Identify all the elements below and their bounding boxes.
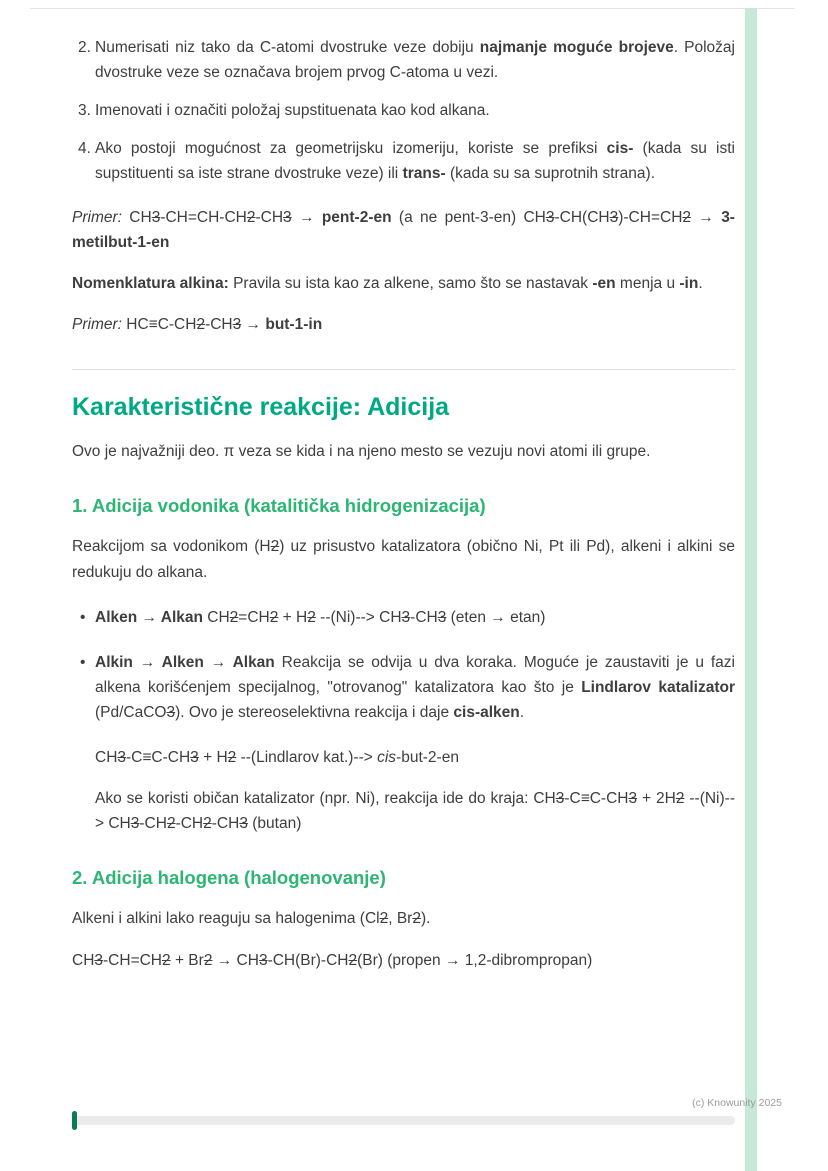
text-segment: (a ne pent-3-en) CH3-CH(CH3)-CH=CH2 →	[391, 208, 722, 226]
text-segment: but-1-in	[265, 315, 323, 333]
list-item-text	[95, 136, 735, 186]
list-item-text	[95, 35, 735, 85]
chem-subscript: 3	[437, 608, 447, 626]
text-segment: Ako postoji mogućnost za geometrijsku izomeriju, koriste se prefiksi	[95, 140, 607, 158]
bullet-icon: •	[80, 653, 86, 671]
text-segment: .	[698, 274, 703, 292]
text-segment: cis-	[606, 140, 634, 158]
text-segment: (kada su sa suprotnih strana).	[445, 165, 655, 183]
chem-subscript: 3	[545, 208, 555, 226]
chem-subscript: 2	[229, 608, 239, 626]
text-segment: Reakcijom sa vodonikom (H2) uz prisustvo katalizatora (obično Ni, Pt ili Pd), alkeni i alkini se redukuju do alkana.	[72, 538, 735, 581]
chem-subscript: 2	[166, 815, 176, 833]
chem-subscript: 3	[166, 703, 176, 721]
text-segment: (kada su isti supstituenti sa iste strane dvostruke veze) ili	[95, 140, 735, 183]
text-segment: CH3-CH=CH2 + Br2 → CH3-CH(Br)-CH2(Br) (propen → 1,2-dibrompropan)	[72, 951, 593, 969]
chem-subscript: 3	[283, 208, 292, 226]
text-segment: menja u	[615, 274, 680, 292]
text-segment: CH3-C≡C-CH3 + H2 --(Lindlarov kat.)-->	[95, 749, 378, 767]
text-segment: -en	[592, 274, 616, 292]
chem-subscript: 2	[412, 910, 421, 928]
chem-subscript: 2	[246, 208, 256, 226]
section-heading-adicija: Karakteristične reakcije: Adicija	[72, 392, 450, 421]
chem-subscript: 3	[609, 208, 619, 226]
para-obican-katalizator	[95, 786, 735, 836]
text-segment: Alkin → Alken → Alkan	[95, 653, 275, 671]
text-segment: Pravila su ista kao za alkene, samo što se nastavak	[228, 274, 593, 292]
chem-subscript: 3	[232, 315, 242, 333]
chem-subscript: 3	[190, 749, 199, 767]
chem-subscript: 2	[196, 315, 206, 333]
section-divider	[72, 369, 735, 370]
text-segment: HC≡C-CH2-CH3 →	[121, 315, 266, 333]
example-alkene-naming	[72, 205, 735, 255]
text-segment: Ovo je najvažniji deo. π veza se kida i na njeno mesto se vezuju novi atomi ili grupe.	[72, 443, 651, 461]
chem-subscript: 3	[94, 951, 104, 969]
bullet-list	[72, 605, 735, 725]
example-alkyne-naming	[72, 312, 735, 337]
list-number: 2.	[78, 39, 91, 56]
text-segment: (Pd/CaCO3). Ovo je stereoselektivna reakcija i daje	[95, 703, 454, 721]
subsection-heading-halogenovanje: 2. Adicija halogena (halogenovanje)	[72, 867, 386, 889]
progress-track[interactable]	[72, 1116, 735, 1125]
copyright-text: (c) Knowunity 2025	[692, 1097, 782, 1109]
right-accent-bar	[745, 8, 757, 1171]
chem-subscript: 2	[379, 910, 389, 928]
text-segment: Primer:	[72, 208, 122, 226]
bullet-item-text	[95, 605, 735, 630]
text-segment: cis	[377, 749, 397, 767]
chem-subscript: 2	[227, 749, 237, 767]
chem-subscript: 2	[203, 951, 213, 969]
text-segment: Lindlarov katalizator	[581, 678, 735, 696]
list-item-text	[95, 98, 735, 123]
text-segment: Primer:	[72, 315, 122, 333]
list-number: 3.	[78, 102, 91, 120]
numbered-list-item-4	[72, 136, 735, 186]
list-number: 4.	[78, 140, 91, 158]
numbered-list	[72, 35, 735, 187]
section-intro	[72, 439, 735, 464]
chem-subscript: 3	[130, 815, 140, 833]
text-segment: Alkeni i alkini lako reaguju sa halogenima (Cl2, Br2).	[72, 910, 431, 928]
equation-lindlar	[95, 745, 735, 770]
chem-subscript: 2	[162, 951, 171, 969]
text-segment: Ako se koristi običan katalizator (npr. Ni), reakcija ide do kraja: CH3-C≡C-CH3 + 2H2 --(Ni)--> CH3-CH2-CH2-CH3 (butan)	[95, 790, 735, 833]
text-segment: Nomenklatura alkina:	[72, 274, 229, 292]
text-segment: Imenovati i označiti položaj supstituenata kao kod alkana.	[95, 102, 490, 120]
bullet-item-alkin-alken-alkan	[72, 650, 735, 725]
text-segment: . Položaj dvostruke veze se označava brojem prvog C-atoma u vezi.	[95, 39, 735, 82]
chem-subscript: 3	[555, 790, 565, 808]
text-segment: .	[519, 703, 525, 721]
para-halogeni	[72, 906, 735, 931]
text-segment: CH3-CH=CH-CH2-CH3 →	[121, 208, 322, 226]
text-segment: cis-alken	[453, 703, 520, 721]
text-segment: -in	[679, 274, 699, 292]
chem-subscript: 2	[307, 608, 316, 626]
chem-subscript: 2	[203, 815, 212, 833]
chem-subscript: 3	[258, 951, 268, 969]
numbered-list-item-2	[72, 35, 735, 85]
chem-subscript: 3	[117, 749, 127, 767]
progress-handle[interactable]	[72, 1111, 77, 1130]
text-segment: Reakcija se odvija u dva koraka. Moguće je zaustaviti je u fazi alkena korišćenjem specijalnog, "otrovanog" katalizatora kao što je	[95, 653, 735, 696]
subsection-heading-hidrogenizacija: 1. Adicija vodonika (katalitička hidrogenizacija)	[72, 495, 486, 517]
chem-subscript: 2	[270, 538, 280, 556]
bullet-item-alken-alkan	[72, 605, 735, 630]
text-segment: CH2=CH2 + H2 --(Ni)--> CH3-CH3 (eten → etan)	[202, 608, 546, 626]
text-segment: -but-2-en	[396, 749, 459, 767]
chem-subscript: 2	[269, 608, 279, 626]
chem-subscript: 3	[239, 815, 248, 833]
document-content	[72, 8, 735, 989]
chem-subscript: 2	[348, 951, 358, 969]
alkyne-nomenclature-note	[72, 271, 735, 296]
text-segment: 3-metilbut-1-en	[72, 208, 735, 251]
chem-subscript: 2	[682, 208, 692, 226]
para-hidrogenizacija	[72, 534, 735, 584]
chem-subscript: 3	[151, 208, 161, 226]
bullet-icon: •	[80, 608, 86, 626]
text-segment: trans-	[402, 165, 446, 183]
chem-subscript: 2	[675, 790, 685, 808]
numbered-list-item-3	[72, 98, 735, 123]
text-segment: Numerisati niz tako da C-atomi dvostruke veze dobiju	[95, 39, 480, 56]
chem-subscript: 3	[628, 790, 638, 808]
text-segment: najmanje moguće brojeve	[479, 39, 674, 56]
text-segment: Alken → Alkan	[95, 608, 203, 626]
text-segment: pent-2-en	[321, 208, 392, 226]
chem-subscript: 3	[401, 608, 411, 626]
bullet-item-text	[95, 650, 735, 725]
equation-bromovanje	[72, 948, 735, 973]
